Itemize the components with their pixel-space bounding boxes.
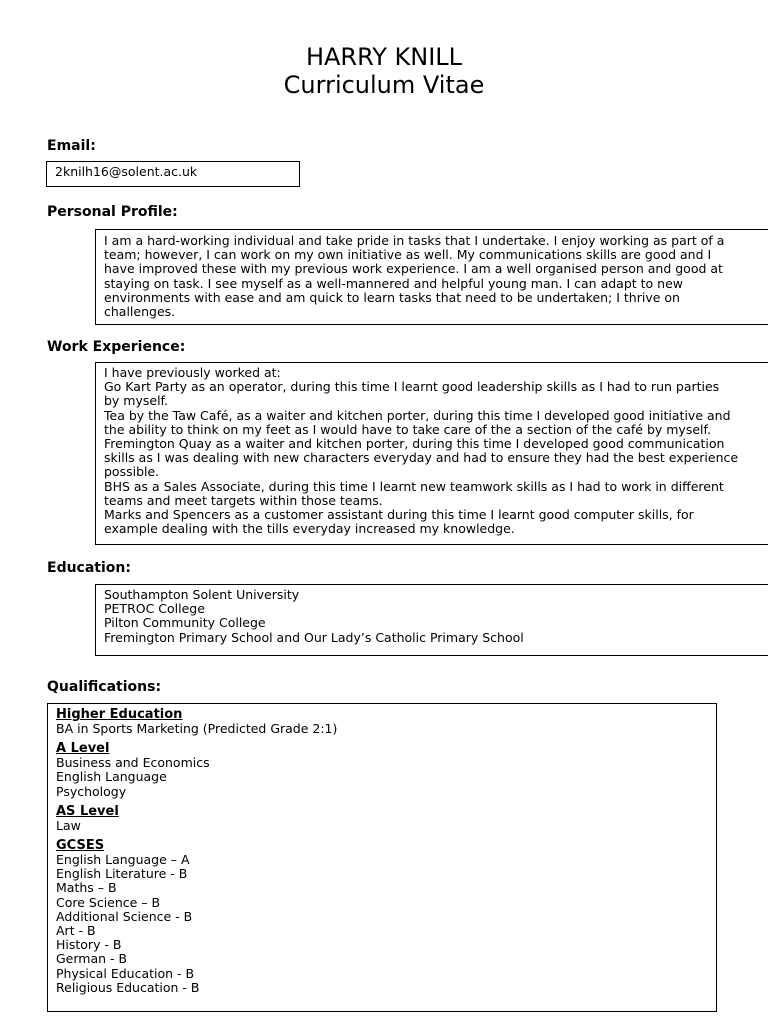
education-label: Education: [47,560,131,576]
qualification-item: English Literature - B [56,866,188,882]
qualification-item: Business and Economics [56,755,210,771]
qualification-item: Physical Education - B [56,965,195,981]
work-line: BHS as a Sales Associate, during this time I learnt new teamwork skills as I had to work in different [104,478,724,494]
qualification-item: Maths – B [56,880,117,896]
cv-subtitle: Curriculum Vitae [283,71,485,99]
qualification-group [56,741,716,799]
qualification-item: BA in Sports Marketing (Predicted Grade 2:1) [56,721,338,736]
profile-line: challenges. [104,304,176,320]
qualification-item: History - B [56,937,122,953]
qualification-item: Core Science – B [56,894,161,910]
work-line: Fremington Quay as a waiter and kitchen porter, during this time I developed good communication [104,436,725,452]
qualification-item: Religious Education - B [56,979,200,995]
qualifications-label: Qualifications: [47,679,162,695]
work-experience-box [95,362,768,545]
qualification-heading: A Level [56,741,110,757]
education-box [95,584,768,656]
personal-profile-label: Personal Profile: [47,204,178,220]
work-line: I have previously worked at: [104,365,281,380]
qualification-group [56,707,716,736]
email-value: 2knilh16@solent.ac.uk [55,164,198,179]
personal-profile-box [95,229,768,325]
profile-line: team; however, I can work on my own initiative as well. My communications skills are good and I [104,247,712,263]
email-label: Email: [47,138,96,154]
education-line: Fremington Primary School and Our Lady’s Catholic Primary School [104,629,524,645]
qualification-item: Psychology [56,783,127,799]
qualification-item: German - B [56,951,128,967]
education-line: Pilton Community College [104,615,266,631]
work-line: by myself. [104,393,169,409]
qualification-heading: GCSES [56,838,105,854]
work-line: teams and meet targets within those teams. [104,492,383,508]
qualifications-box [47,703,717,1012]
profile-line: I am a hard-working individual and take pride in tasks that I undertake. I enjoy working as part of a [104,233,725,248]
qualification-group [56,804,716,833]
work-line: skills as I was dealing with new characters everyday and had to ensure they had the best experience [104,450,739,466]
education-line: PETROC College [104,601,205,617]
profile-line: environments with ease and am quick to learn tasks that need to be undertaken; I thrive on [104,289,680,305]
qualification-heading: Higher Education [56,707,183,722]
work-line: example dealing with the tills everyday increased my knowledge. [104,521,515,537]
work-line: possible. [104,464,160,480]
education-line: Southampton Solent University [104,587,300,602]
profile-line: staying on task. I see myself as a well-mannered and helpful young man. I can adapt to new [104,275,684,291]
work-line: Go Kart Party as an operator, during this time I learnt good leadership skills as I had to run parties [104,379,720,395]
qualification-item: English Language – A [56,852,190,868]
cv-name: HARRY KNILL [305,43,463,71]
profile-line: have improved these with my previous work experience. I am a well organised person and good at [104,261,723,277]
qualification-heading: AS Level [56,803,119,819]
qualification-item: Law [56,817,81,833]
qualification-group [56,838,716,995]
work-experience-label: Work Experience: [47,339,186,355]
work-line: Marks and Spencers as a customer assistant during this time I learnt good computer skills, for [104,507,694,523]
work-line: the ability to think on my feet as I would have to take care of the a section of the café by myself. [104,421,711,437]
email-box [46,161,300,187]
qualification-item: Additional Science - B [56,908,193,924]
qualification-item: English Language [56,769,167,785]
qualification-item: Art - B [56,923,96,939]
work-line: Tea by the Taw Café, as a waiter and kitchen porter, during this time I developed good initiative and [104,407,731,423]
